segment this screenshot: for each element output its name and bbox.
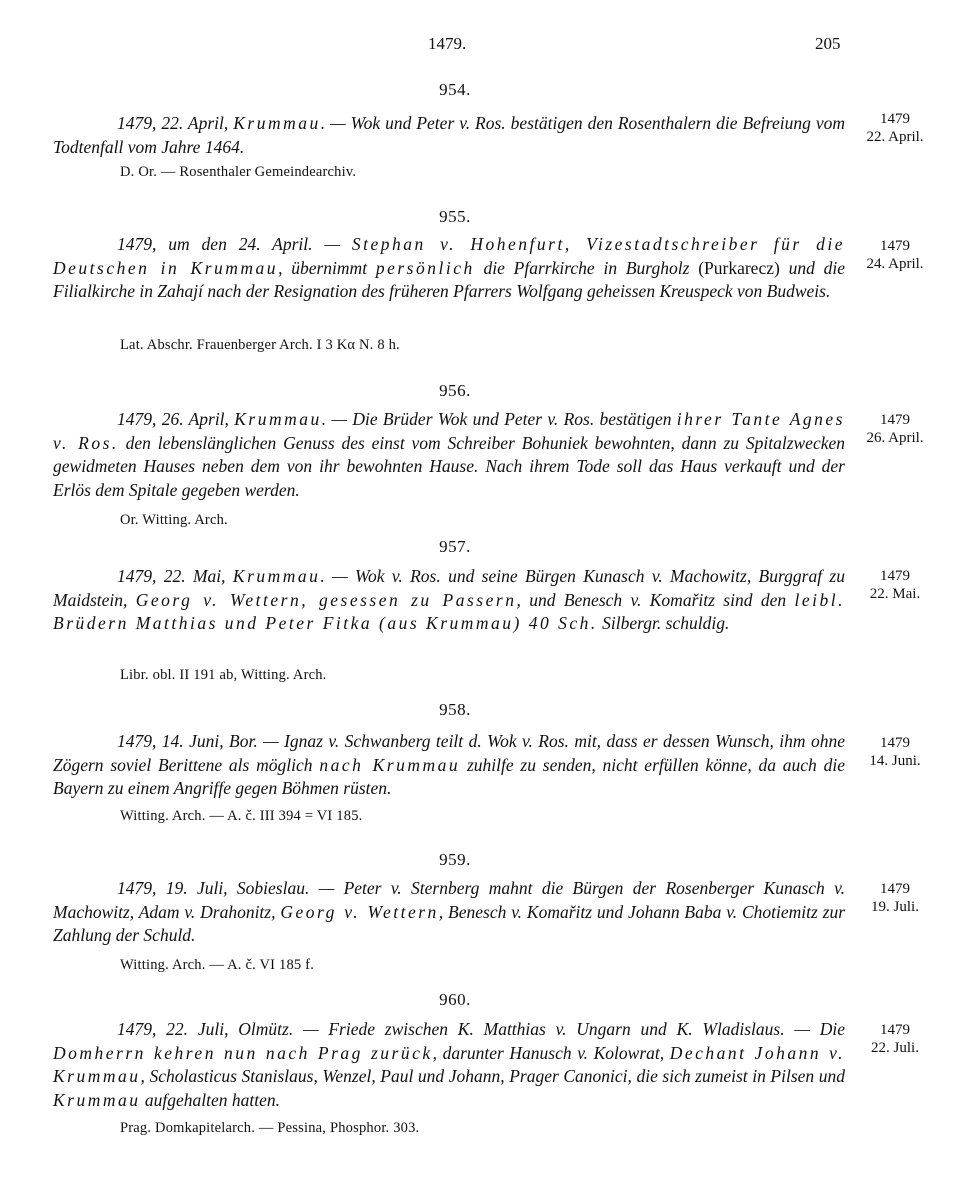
entry-number: 954.: [439, 80, 471, 99]
entry-source: Or. Witting. Arch.: [120, 512, 228, 528]
running-head: [0, 34, 960, 56]
spaced-name: nach Krummau: [319, 754, 461, 775]
entry-source: Lat. Abschr. Frauenberger Arch. I 3 Kα N. 8 h.: [120, 337, 400, 353]
margin-date: 1479 14. Juni.: [869, 735, 921, 769]
entry-text: 1479, 26. April, Krummau. — Die Brüder Wok und Peter v. Ros. bestätigen ihrer Tante Agnes v. Ros. den lebenslänglichen Genuss des einst vom Schreiber Bohuniek bewohnten, dann zu Spitalzwecken gewidmeten Hauses neben dem von ihr bewohnten Hause. Nach ihrem Tode soll das Haus verkauft und der Erlös dem Spitale gegeben werden.: [53, 409, 845, 500]
entry-text: 1479, 19. Juli, Sobieslau. — Peter v. Sternberg mahnt die Bürgen der Rosenberger Kunasch v. Machowitz, Adam v. Drahonitz, Georg v. Wettern, Benesch v. Komařitz und Johann Baba v. Chotiemitz zur Zahlung der Schuld.: [53, 878, 846, 945]
margin-date: 1479 22. April.: [866, 111, 924, 145]
entry-text: 1479, 22. Mai, Krummau. — Wok v. Ros. und seine Bürgen Kunasch v. Machowitz, Burggraf zu Maidstein, Georg v. Wettern, gesessen zu Passern, und Benesch v. Komařitz sind den leibl. Brüdern Matthias und Peter Fitka (aus Krummau) 40 Sch. Silbergr. schuldig.: [53, 566, 845, 633]
entry-number: 960.: [439, 990, 471, 1009]
entry-number: 959.: [439, 850, 471, 869]
header-year: 1479.: [428, 34, 467, 53]
entry-number: 956.: [439, 381, 471, 400]
page-number: 205: [815, 34, 841, 53]
spaced-name: Krummau: [234, 409, 322, 429]
entry-source: Witting. Arch. — A. č. VI 185 f.: [120, 957, 315, 973]
spaced-name: Stephan v. Hohenfurt, Vizestadtschreiber für die Deutschen in Krummau: [53, 234, 845, 278]
entry-source: Libr. obl. II 191 ab, Witting. Arch.: [120, 667, 327, 683]
spaced-name: Krummau: [232, 566, 321, 586]
spaced-name: Georg v. Wettern: [280, 901, 439, 922]
spaced-name: Krummau: [233, 113, 321, 133]
entry-number: 957.: [439, 537, 471, 556]
spaced-name: Domherrn kehren nun nach Prag zurück: [53, 1042, 433, 1063]
margin-date: 1479 19. Juli.: [871, 881, 919, 915]
entry-number: 958.: [439, 700, 471, 719]
entry-number: 955.: [439, 207, 471, 226]
entry-source: Prag. Domkapitelarch. — Pessina, Phosphor. 303.: [120, 1120, 420, 1136]
entry-text: 1479, 22. Juli, Olmütz. — Friede zwischen K. Matthias v. Ungarn und K. Wladislaus. — Die Domherrn kehren nun nach Prag zurück, darunter Hanusch v. Kolowrat, Dechant Johann v. Krummau, Scholasticus Stanislaus, Wenzel, Paul und Johann, Prager Canonici, die sich zumeist in Pilsen und Krummau aufgehalten hatten.: [53, 1019, 845, 1110]
entry-text: 1479, 14. Juni, Bor. — Ignaz v. Schwanberg teilt d. Wok v. Ros. mit, dass er dessen Wunsch, ihm ohne Zögern soviel Berittene als möglich nach Krummau zuhilfe zu senden, nicht erfüllen könne, da auch die Bayern zu einem Angriffe gegen Böhmen rüsten.: [53, 731, 845, 798]
margin-date: 1479 26. April.: [866, 412, 924, 446]
margin-date: 1479 24. April.: [866, 238, 924, 272]
margin-date: 1479 22. Mai.: [869, 568, 921, 602]
entry-source: Witting. Arch. — A. č. III 394 = VI 185.: [120, 808, 363, 824]
entry-text: 1479, 22. April, Krummau. — Wok und Peter v. Ros. bestätigen den Rosenthalern die Befreiung vom Todtenfall vom Jahre 1464.: [53, 113, 845, 157]
entry-text: 1479, um den 24. April. — Stephan v. Hohenfurt, Vizestadtschreiber für die Deutschen in Krummau, übernimmt persönlich die Pfarrkirche in Burgholz (Purkarecz) und die Filialkirche in Zahají nach der Resignation des früheren Pfarrers Wolfgang geheissen Kreuspeck von Budweis.: [53, 234, 846, 301]
entry-source: D. Or. — Rosenthaler Gemeindearchiv.: [120, 164, 357, 180]
margin-date: 1479 22. Juli.: [871, 1022, 919, 1056]
